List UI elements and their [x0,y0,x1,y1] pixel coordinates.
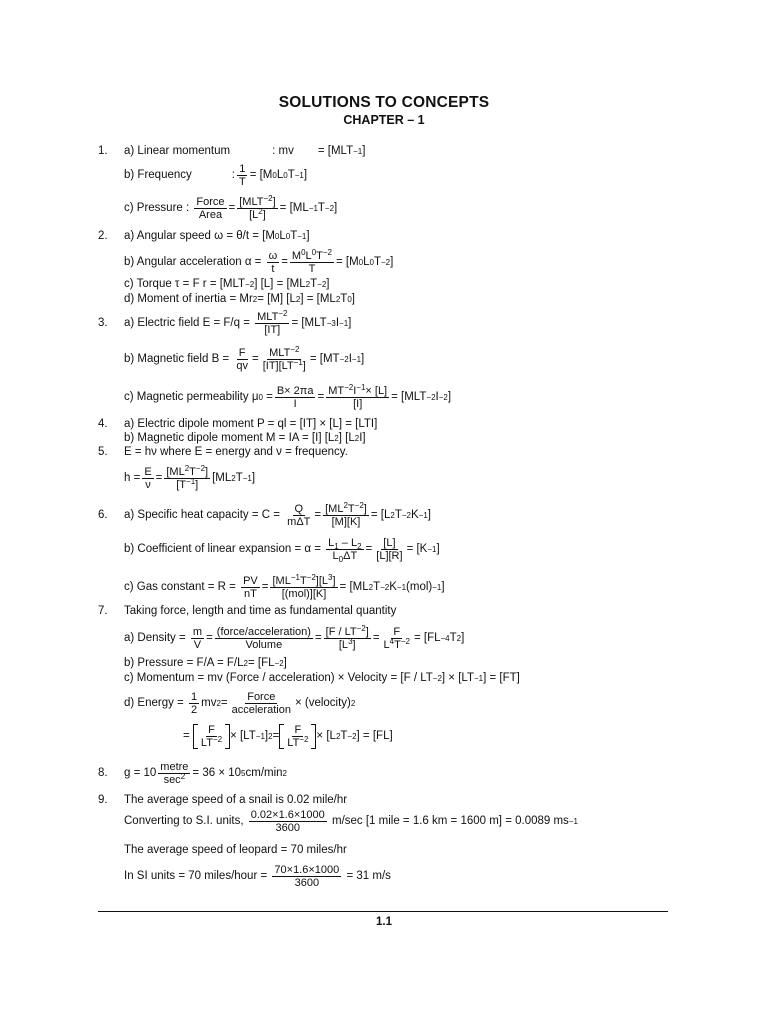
fraction: $\frac{F}{qv}$ [236,347,248,372]
q1a-line: a) Linear momentum : mv = [MLT −1 ] [124,145,366,157]
footer-divider [98,911,668,912]
fraction: $[ML^{-1}T^{-2}][L^3]$ [(mol)][K] [272,573,336,600]
question-number: 2. [98,230,108,242]
fraction: Force acceleration [231,691,291,716]
fraction: $\frac{\omega}{t}$ [268,250,278,275]
question-number: 7. [98,605,108,617]
question-number: 6. [98,509,108,521]
q9b-line: The average speed of leopard = 70 miles/hr [124,844,347,856]
fraction: $[ML^2T^{-2}]$ [M][K] [325,501,367,528]
fraction: B× 2πa I [276,385,314,410]
q8-line: g = 10 metre $\sec^2$ = 36 × 10 5 cm/min 2 [124,761,287,786]
fraction: (force/acceleration) Volume [216,626,311,651]
q6b-line: b) Coefficient of linear expansion = α = $\frac{L_1 - L_2}{L_0\Delta T}$ = [L] [L][R] = [K −1 ] [124,537,440,564]
fraction: $M^0L^0T^{-2}$ T [291,248,332,275]
question-number: 9. [98,794,108,806]
fraction: Force Area [196,196,225,221]
fraction: $\frac{L_1 - L_2}{L_0\Delta T}$ [328,537,362,564]
fraction: $\frac{70\times 1.6\times 1000}{3600}$ [274,864,340,889]
fraction: $[MLT^{-2}]$ $[L^2]$ [239,194,276,221]
fraction: $MLT^{-2}$ [IT] [257,309,288,336]
q2c-line: c) Torque τ = F r = [MLT −2 ] [L] = [ML 2 T −2 ] [124,278,330,290]
fraction: F $L^4T^{-2}$ [383,626,410,651]
q7c-line: c) Momentum = mv (Force / acceleration) × Velocity = [F / LT −2 ] × [LT −1 ] = [FT] [124,672,520,684]
page-number: 1.1 [376,916,392,928]
page-title: SOLUTIONS TO CONCEPTS [278,94,490,111]
q7d-line: d) Energy = $\frac{1}{2}$ mv 2 = Force acceleration × (velocity) 2 [124,691,356,716]
fraction: $[F / LT^{-2}]$ $[L^3]$ [325,624,369,651]
question-number: 8. [98,767,108,779]
q6c-line: c) Gas constant = R = $\frac{PV}{nT}$ = $[ML^{-1}T^{-2}][L^3]$ [(mol)][K] = [ML 2 T −2 K −1 (mol) −1 ] [124,573,445,600]
fraction: metre $\sec^2$ [160,761,189,786]
fraction: $MLT^{-2}$ $[IT][LT^{-1}]$ [262,345,306,372]
question-number: 1. [98,145,108,157]
fraction: 1 T [238,163,246,188]
q4b-line: b) Magnetic dipole moment M = IA = [I] [L 2 ] [L 2 I] [124,432,366,444]
fraction: $\frac{E}{\nu}$ [144,466,152,491]
fraction: $\frac{PV}{nT}$ [243,575,258,600]
q5-line: E = hν where E = energy and ν = frequency. [124,446,348,458]
question-number: 5. [98,446,108,458]
q2d-line: d) Moment of inertia = Mr 2 = [M] [L 2 ] = [ML 2 T 0 ] [124,293,355,305]
fraction: $\frac{m}{V}$ [192,626,203,651]
q7-line: Taking force, length and time as fundamental quantity [124,605,397,617]
q7b-line: b) Pressure = F/A = F/L 2 = [FL −2 ] [124,657,287,669]
q3b-line: b) Magnetic field B = $\frac{F}{qv}$ = $MLT^{-2}$ $[IT][LT^{-1}]$ = [MT −2 I −1 ] [124,345,365,372]
question-number: 4. [98,418,108,430]
q9-line: The average speed of a snail is 0.02 mile/hr [124,794,348,806]
fraction: $[ML^2T^{-2}]$ $[T^{-1}]$ [166,464,209,491]
fraction: 0.02×1.6×1000 3600 [250,809,325,834]
fraction: [L] [L][R] [376,537,403,562]
q2b-line: b) Angular acceleration α = $\frac{\omega}{t}$ = $M^0L^0T^{-2}$ T = [M 0 L 0 T −2 ] [124,248,394,275]
q9c-line: In SI units = 70 miles/hour = $\frac{70\times 1.6\times 1000}{3600}$ = 31 m/s [124,864,391,889]
q9a-line: Converting to S.I. units, 0.02×1.6×1000 3600 m/sec [1 mile = 1.6 km = 1600 m] = 0.0089 ms −1 [124,809,578,834]
question-number: 3. [98,317,108,329]
q2a-line: a) Angular speed ω = θ/t = [M 0 L 0 T −1 ] [124,230,310,242]
fraction: $MT^{-2}I^{-1}\times [L]$ [I] [328,383,388,410]
fraction: Q mΔT [287,503,311,528]
fraction: F $LT^{-2}$ [287,724,309,749]
q1b-line: b) Frequency : 1 T = [M 0 L 0 T −1 ] [124,163,308,188]
q1c-line: c) Pressure : Force Area = $[MLT^{-2}]$ $[L^2]$ = [ML −1 T −2 ] [124,194,338,221]
q3c-line: c) Magnetic permeability μ 0 = B× 2πa I = $MT^{-2}I^{-1}\times [L]$ [I] = [MLT −2 I −2 ] [124,383,452,410]
chapter-heading: CHAPTER – 1 [343,113,425,127]
fraction: F $LT^{-2}$ [200,724,223,749]
fraction: $\frac{1}{2}$ [190,691,198,716]
q6a-line: a) Specific heat capacity = C = Q mΔT = $[ML^2T^{-2}]$ [M][K] = [L 2 T −2 K −1 ] [124,501,431,528]
q7a-line: a) Density = $\frac{m}{V}$ = (force/acceleration) Volume = $[F / LT^{-2}]$ $[L^3]$ = F $L^4T^{-2}$ = [FL −4 T 2 ] [124,624,465,651]
q7d-line-2: = F $LT^{-2}$ × [LT −1 ] 2 = F $LT^{-2}$ × [L 2 T −2 ] = [FL] [183,724,393,749]
q3a-line: a) Electric field E = F/q = $MLT^{-2}$ [IT] = [MLT −3 I −1 ] [124,309,352,336]
q4a-line: a) Electric dipole moment P = ql = [IT] × [L] = [LTI] [124,418,378,430]
q5h-line: h = $\frac{E}{\nu}$ = $[ML^2T^{-2}]$ $[T^{-1}]$ [ML 2 T −1 ] [124,464,256,491]
